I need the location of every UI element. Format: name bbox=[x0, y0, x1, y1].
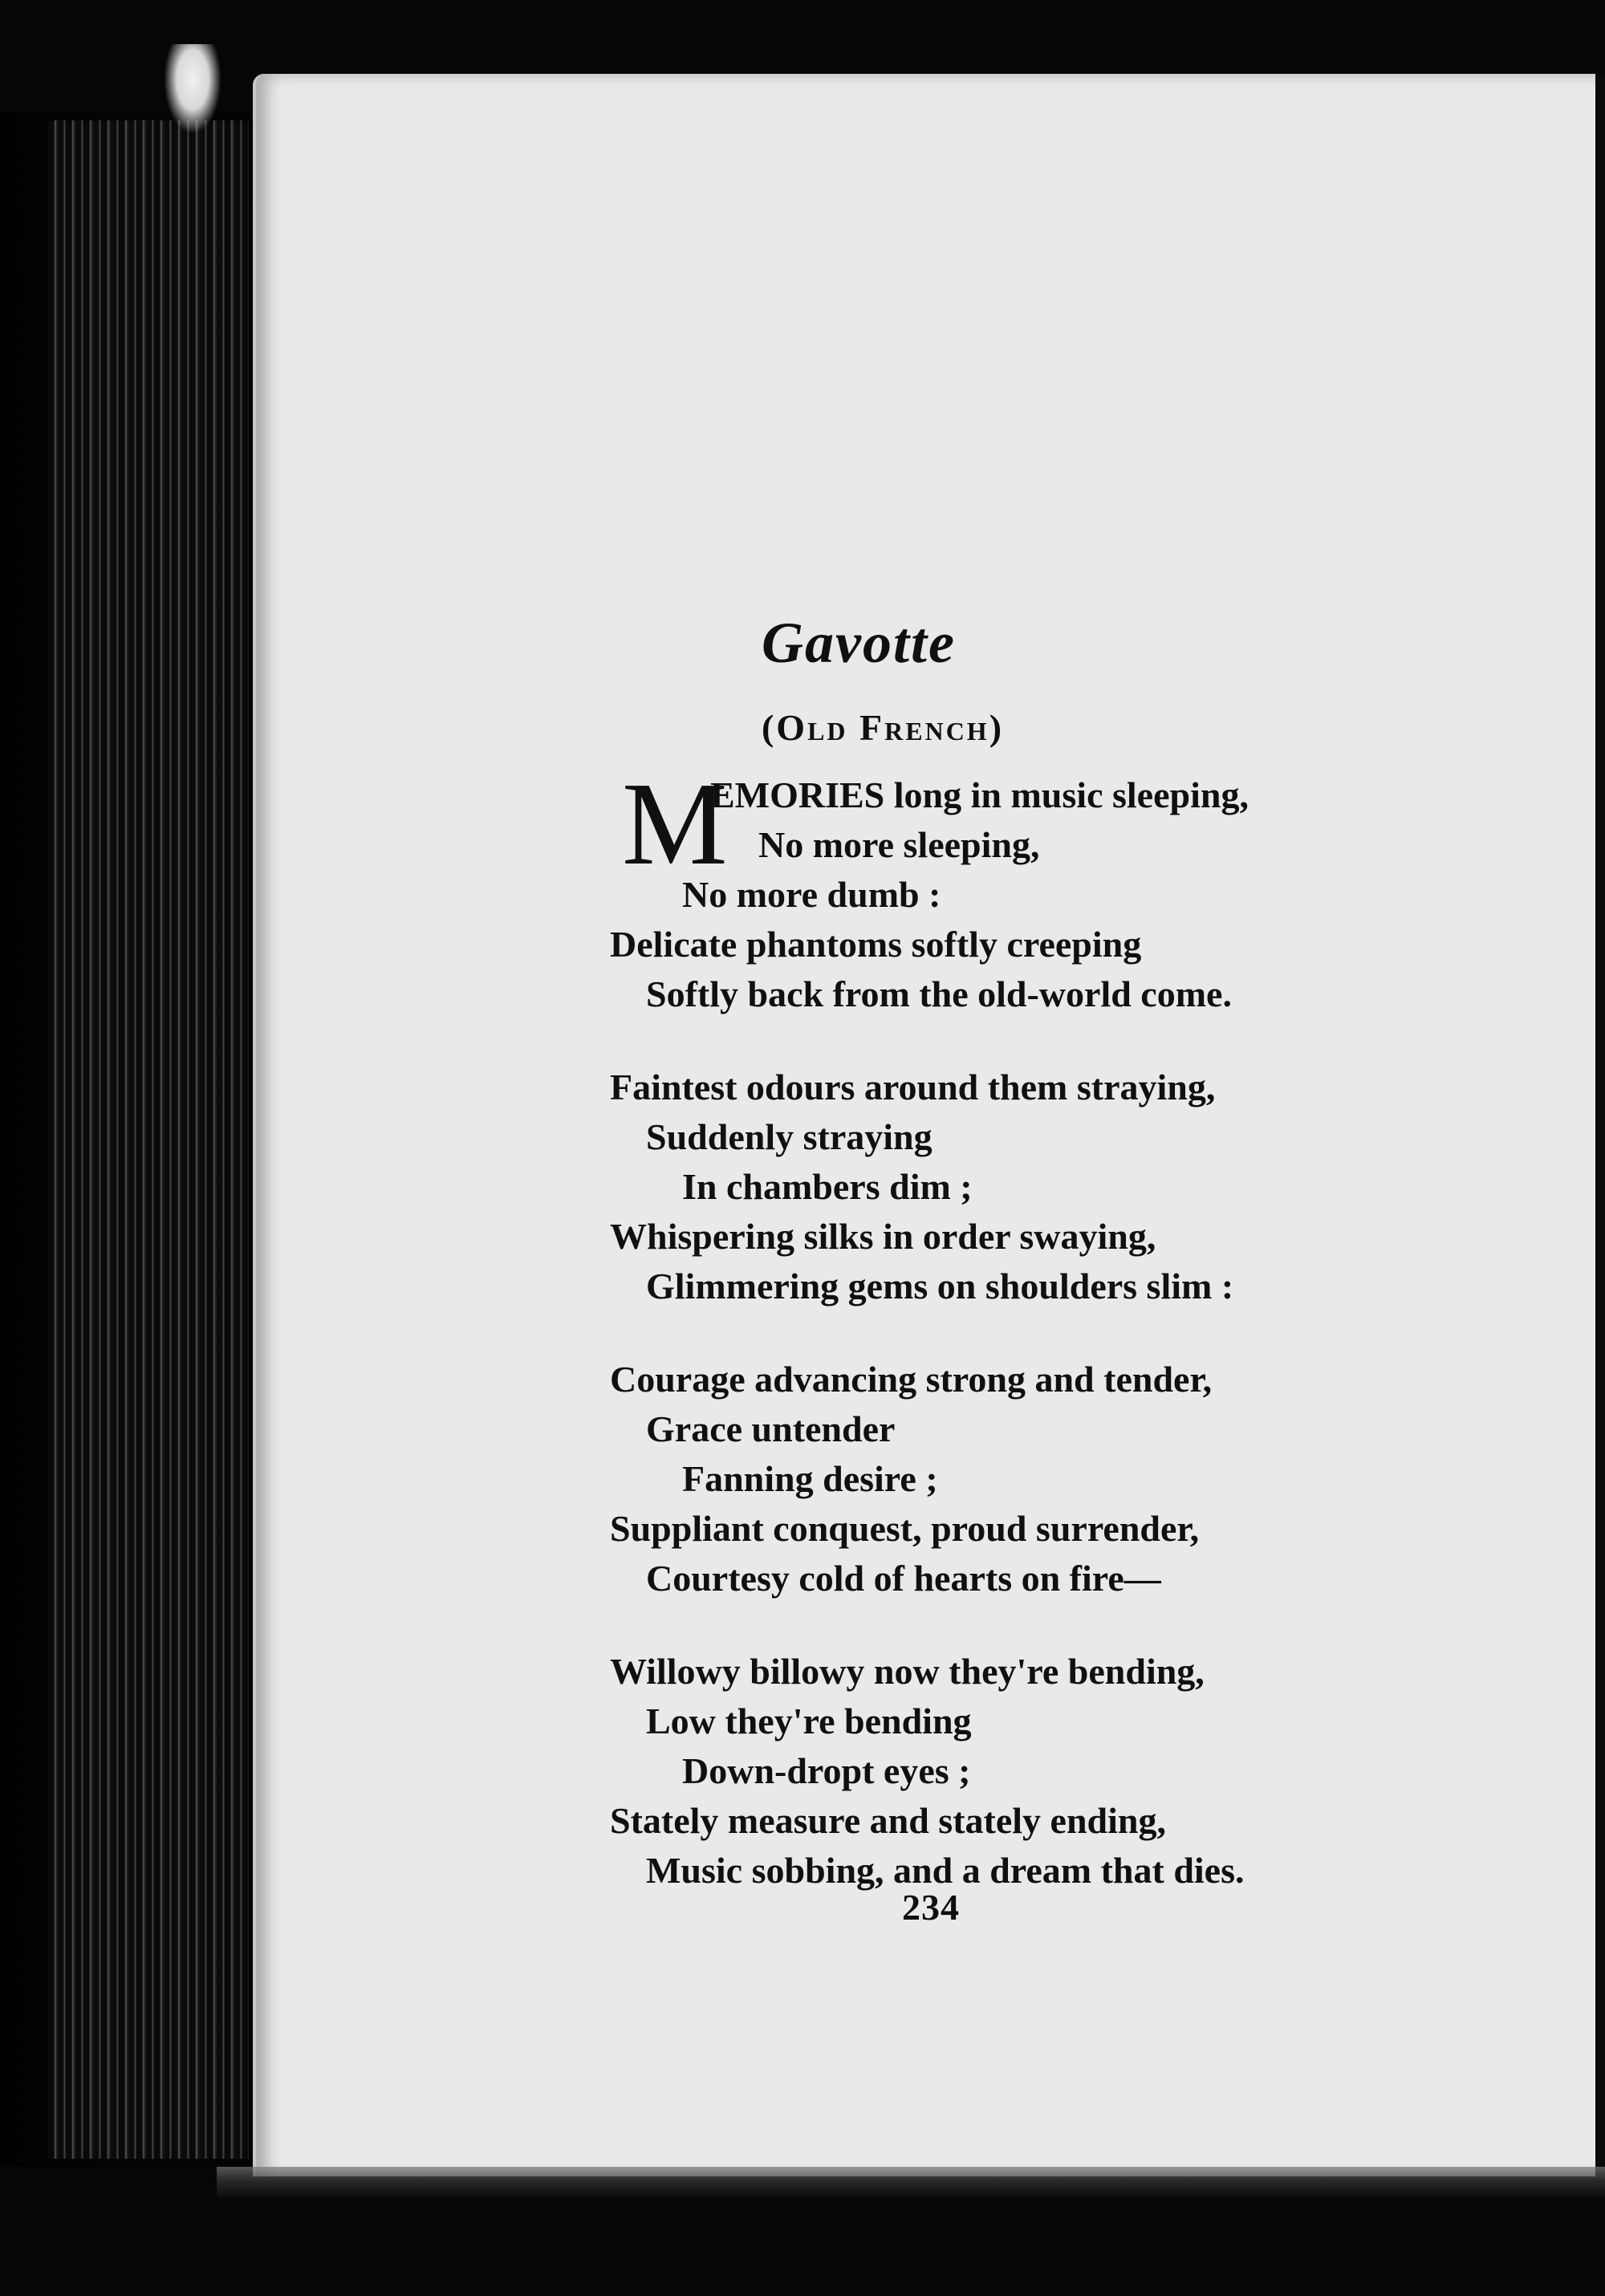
poem-line: Courage advancing strong and tender, bbox=[610, 1359, 1213, 1400]
poem-line: Delicate phantoms softly creeping bbox=[610, 924, 1142, 965]
poem-line: Stately measure and stately ending, bbox=[610, 1800, 1166, 1841]
stanza-4 bbox=[594, 1647, 1557, 1896]
poem-line: Suddenly straying bbox=[646, 1116, 933, 1157]
poem-title: Gavotte bbox=[762, 611, 956, 675]
poem-line: No more sleeping, bbox=[758, 824, 1040, 865]
stanza-2 bbox=[594, 1063, 1557, 1311]
poem-line: Music sobbing, and a dream that dies. bbox=[646, 1850, 1245, 1891]
poem-body bbox=[594, 758, 1557, 1939]
poem-line: Suppliant conquest, proud surrender, bbox=[610, 1508, 1200, 1549]
poem-line: In chambers dim ; bbox=[682, 1166, 973, 1207]
poem-line: Down-dropt eyes ; bbox=[682, 1750, 971, 1791]
poem-line: Low they're bending bbox=[646, 1701, 972, 1741]
poem-line: No more dumb : bbox=[682, 874, 941, 915]
poem-line: Whispering silks in order swaying, bbox=[610, 1216, 1156, 1257]
stanza-1 bbox=[594, 758, 1557, 1019]
poem-subtitle: (Old French) bbox=[761, 707, 1005, 748]
page-number: 234 bbox=[902, 1887, 960, 1928]
poem-line: Courtesy cold of hearts on fire— bbox=[646, 1558, 1161, 1599]
poem-line: Faintest odours around them straying, bbox=[610, 1067, 1216, 1107]
poem-line: Glimmering gems on shoulders slim : bbox=[646, 1266, 1234, 1306]
stanza-3 bbox=[594, 1355, 1557, 1603]
poem-line: EMORIES long in music sleeping, bbox=[710, 774, 1249, 815]
poem-line: Softly back from the old-world come. bbox=[646, 973, 1232, 1014]
drop-cap: M bbox=[622, 758, 728, 890]
poem-line: Willowy billowy now they're bending, bbox=[610, 1651, 1205, 1692]
poem-line: Fanning desire ; bbox=[682, 1458, 938, 1499]
poem-line: Grace untender bbox=[646, 1408, 896, 1449]
